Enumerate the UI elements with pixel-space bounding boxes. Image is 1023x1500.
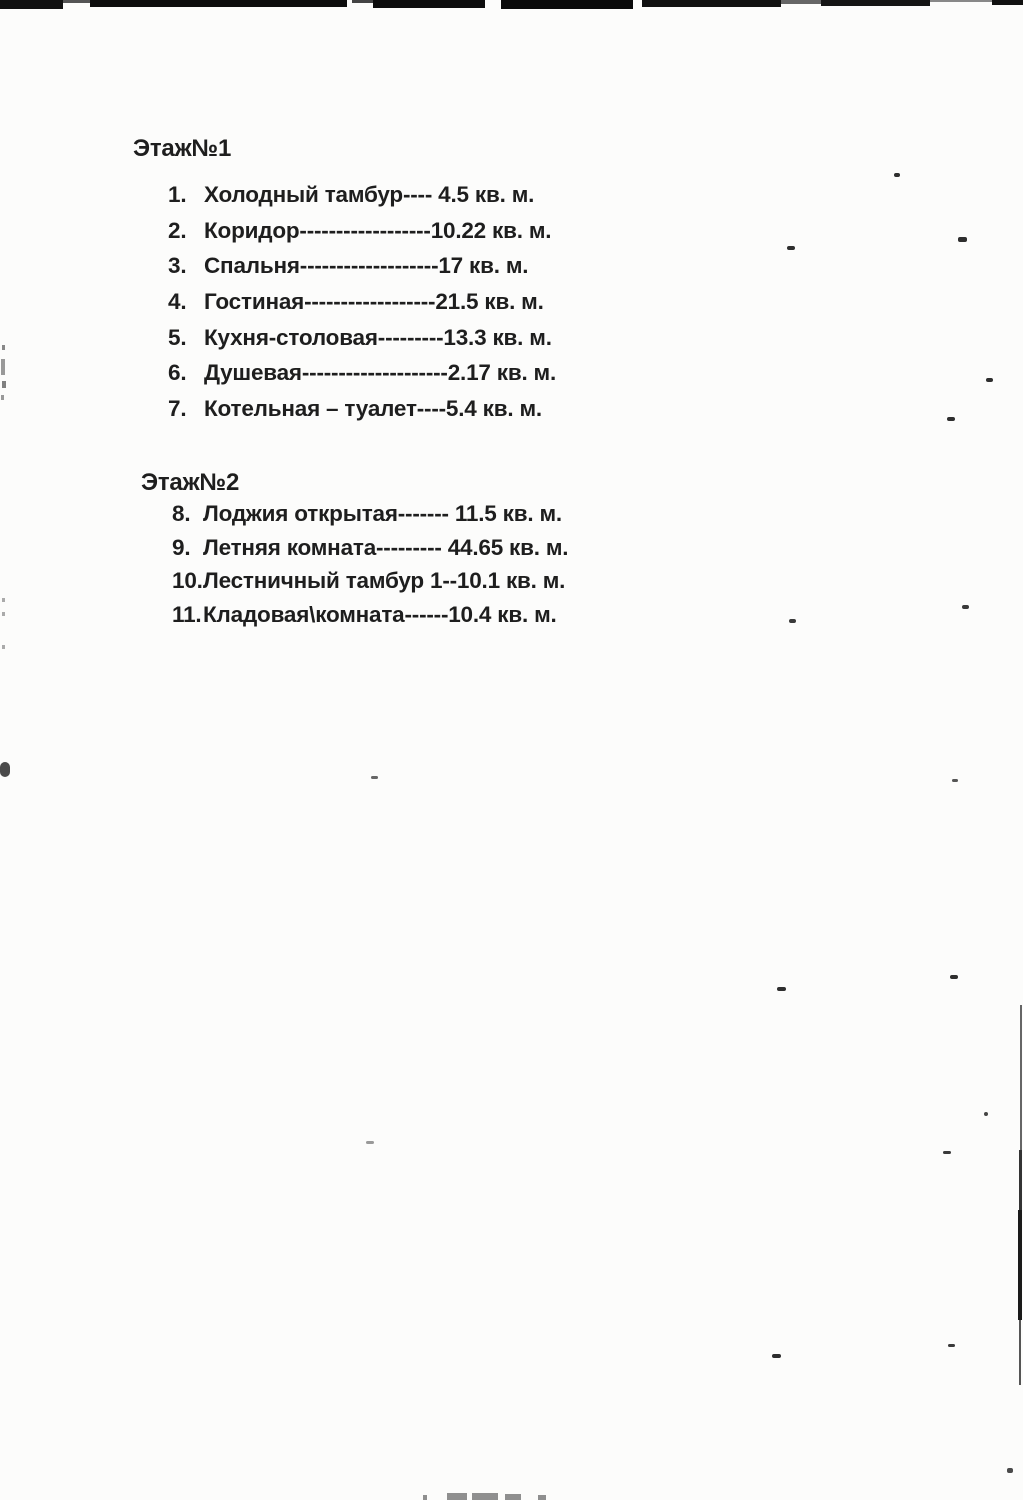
scan-left-edge-mark bbox=[2, 345, 5, 350]
scan-right-edge-line bbox=[1019, 1150, 1022, 1210]
scan-top-strip-segment bbox=[642, 0, 781, 7]
scan-top-strip-segment bbox=[501, 0, 633, 9]
scan-left-edge-mark bbox=[2, 381, 6, 388]
scan-speck bbox=[943, 1151, 951, 1154]
scan-left-edge-mark bbox=[0, 762, 10, 777]
room-list-item bbox=[172, 535, 568, 569]
room-list-item bbox=[168, 360, 556, 396]
scan-speck bbox=[366, 1141, 374, 1144]
room-list-item bbox=[172, 568, 568, 602]
scan-bottom-text-fragment bbox=[423, 1495, 427, 1500]
room-label-and-area: Кладовая\комната------10.4 кв. м. bbox=[203, 601, 557, 627]
scan-speck bbox=[787, 246, 795, 250]
scan-top-strip-segment bbox=[821, 0, 930, 6]
room-number: 11. bbox=[172, 601, 202, 627]
floor-1-room-list bbox=[168, 182, 556, 432]
scan-left-edge-mark bbox=[2, 645, 5, 649]
scan-top-strip-segment bbox=[930, 0, 992, 2]
room-number: 9. bbox=[172, 534, 191, 560]
room-label-and-area: Гостиная------------------21.5 кв. м. bbox=[204, 289, 544, 315]
scan-speck bbox=[958, 237, 967, 242]
scan-speck bbox=[772, 1354, 781, 1358]
scan-right-edge-line bbox=[1020, 1005, 1022, 1150]
room-number: 1. bbox=[168, 182, 187, 207]
scan-speck bbox=[952, 779, 958, 782]
room-list-item bbox=[172, 602, 568, 636]
room-list-item bbox=[168, 325, 556, 361]
room-number: 6. bbox=[168, 360, 187, 386]
room-number: 5. bbox=[168, 324, 187, 350]
scan-top-strip-segment bbox=[0, 0, 63, 9]
room-label-and-area: Лестничный тамбур 1--10.1 кв. м. bbox=[203, 568, 566, 593]
room-list-item bbox=[168, 182, 556, 218]
scan-bottom-text-fragment bbox=[538, 1495, 546, 1500]
room-number: 2. bbox=[168, 217, 187, 243]
scan-right-edge-line bbox=[1018, 1210, 1022, 1320]
scan-speck bbox=[777, 987, 786, 991]
room-label-and-area: Лоджия открытая------- 11.5 кв. м. bbox=[203, 501, 562, 526]
scan-left-edge-mark bbox=[1, 395, 4, 400]
scan-left-edge-mark bbox=[2, 612, 5, 616]
scan-bottom-text-fragment bbox=[447, 1493, 467, 1500]
room-label-and-area: Коридор------------------10.22 кв. м. bbox=[204, 217, 552, 243]
scan-speck bbox=[948, 1344, 955, 1347]
room-number: 3. bbox=[168, 253, 187, 279]
room-list-item bbox=[172, 501, 568, 535]
room-label-and-area: Душевая--------------------2.17 кв. м. bbox=[204, 360, 557, 386]
scan-speck bbox=[950, 975, 958, 979]
scan-speck bbox=[371, 776, 378, 779]
scan-top-strip-segment bbox=[992, 0, 1023, 5]
room-list-item bbox=[168, 218, 556, 254]
scan-bottom-text-fragment bbox=[472, 1493, 498, 1500]
room-list-item bbox=[168, 396, 556, 432]
room-list-item bbox=[168, 253, 556, 289]
scan-speck bbox=[984, 1112, 988, 1116]
scan-top-strip-segment bbox=[63, 0, 90, 3]
room-label-and-area: Летняя комната--------- 44.65 кв. м. bbox=[203, 534, 569, 560]
room-number: 4. bbox=[168, 289, 187, 315]
floor-2-room-list bbox=[172, 501, 568, 635]
room-label-and-area: Котельная – туалет----5.4 кв. м. bbox=[204, 396, 542, 422]
scan-speck bbox=[894, 173, 900, 177]
scan-speck bbox=[947, 417, 955, 421]
scan-speck bbox=[962, 605, 969, 609]
floor-1-heading: Этаж№1 bbox=[133, 134, 232, 162]
room-number: 8. bbox=[172, 501, 191, 526]
scan-top-strip-segment bbox=[781, 0, 821, 4]
scan-right-edge-line bbox=[1019, 1320, 1021, 1385]
room-label-and-area: Холодный тамбур---- 4.5 кв. м. bbox=[204, 182, 535, 207]
room-list-item bbox=[168, 289, 556, 325]
scan-bottom-text-fragment bbox=[505, 1494, 521, 1500]
floor-2-heading: Этаж№2 bbox=[141, 468, 240, 496]
scan-speck bbox=[986, 378, 993, 382]
room-label-and-area: Кухня-столовая---------13.3 кв. м. bbox=[204, 324, 552, 350]
room-label-and-area: Спальня-------------------17 кв. м. bbox=[204, 253, 529, 279]
room-number: 7. bbox=[168, 396, 187, 422]
scan-top-strip-segment bbox=[352, 0, 373, 3]
scan-top-strip-segment bbox=[373, 0, 485, 8]
scan-left-edge-mark bbox=[1, 359, 5, 375]
scan-top-strip-segment bbox=[90, 0, 347, 7]
scan-speck bbox=[789, 619, 796, 623]
scan-left-edge-mark bbox=[2, 598, 5, 602]
room-number: 10. bbox=[172, 568, 203, 593]
scan-speck bbox=[1007, 1468, 1013, 1473]
